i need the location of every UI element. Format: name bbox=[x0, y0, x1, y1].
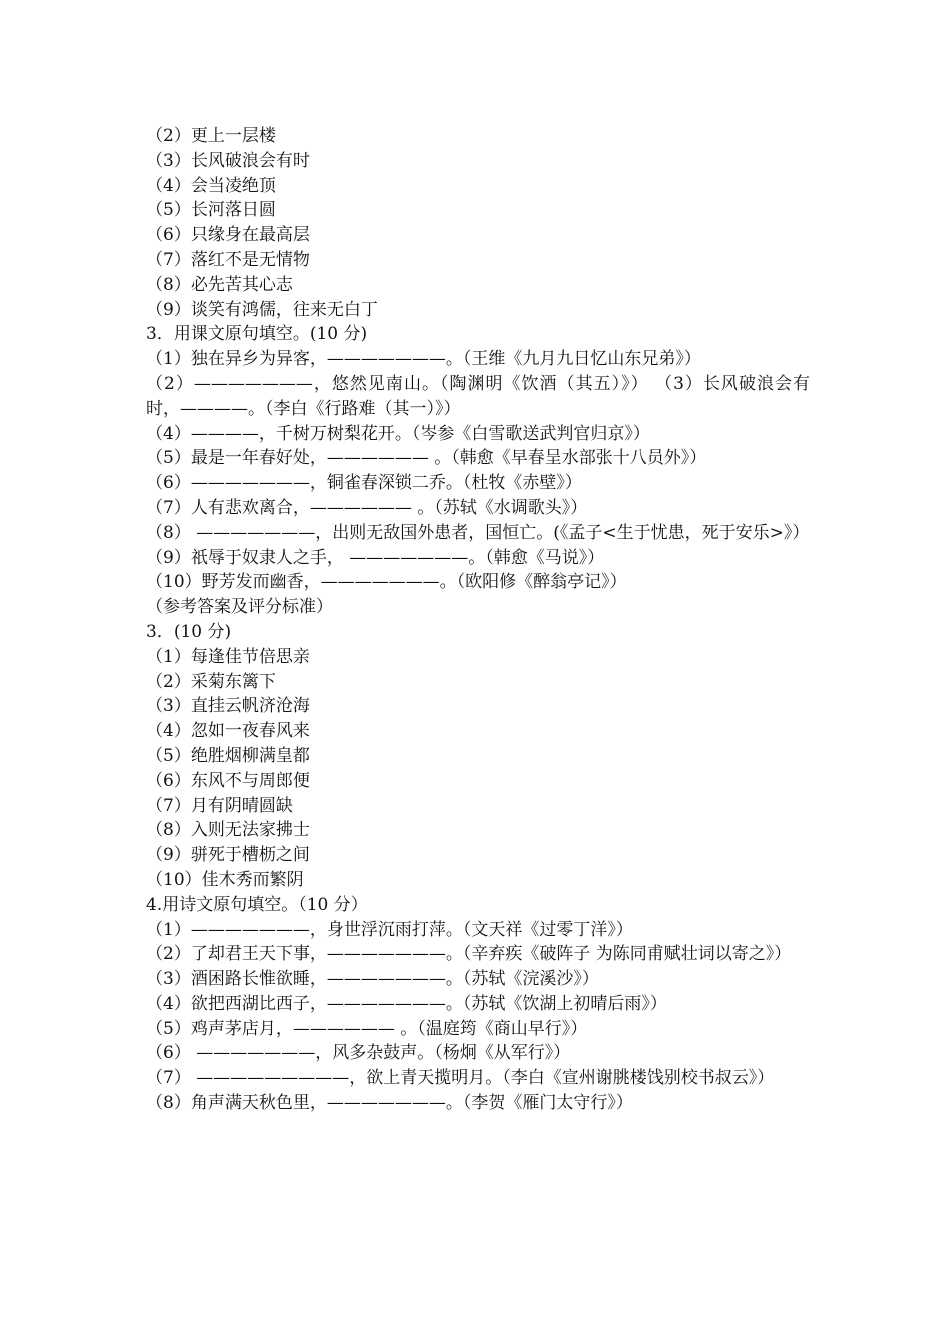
question-line: （5）最是一年春好处，—————— 。（韩愈《早春呈水部张十八员外》） bbox=[146, 448, 707, 469]
document-page bbox=[146, 124, 810, 1116]
section-heading: 3．用课文原句填空。(10 分) bbox=[146, 324, 368, 345]
answer-line: （6）东风不与周郎便 bbox=[146, 770, 310, 791]
answer-line: （7）月有阴晴圆缺 bbox=[146, 795, 293, 816]
question-line: （7）人有悲欢离合，—————— 。（苏轼《水调歌头》） bbox=[146, 497, 588, 518]
question-line: （6）———————，铜雀春深锁二乔。（杜牧《赤壁》） bbox=[146, 473, 582, 494]
section-heading: 3．(10 分) bbox=[146, 621, 232, 642]
question-line: （7） —————————，欲上青天揽明月。（李白《宣州谢朓楼饯别校书叔云》） bbox=[146, 1068, 775, 1089]
answer-line: （10）佳木秀而繁阴 bbox=[146, 869, 304, 890]
question-line: （2）了却君王天下事，———————。（辛弃疾《破阵子 为陈同甫赋壮词以寄之》） bbox=[146, 944, 792, 965]
section-heading: 4.用诗文原句填空。（10 分） bbox=[146, 894, 368, 915]
answer-line: （1）每逢佳节倍思亲 bbox=[146, 646, 310, 667]
answer-line: （5）绝胜烟柳满皇都 bbox=[146, 745, 310, 766]
answer-line: （5）长河落日圆 bbox=[146, 200, 276, 221]
answer-line: （7）落红不是无情物 bbox=[146, 249, 310, 270]
question-line: （2）———————，悠然见南山。（陶渊明《饮酒（其五）》） （3）长风破浪会有时，————。（李白《行路难（其一）》） bbox=[146, 373, 810, 419]
question-line: （1）———————，身世浮沉雨打萍。（文天祥《过零丁洋》） bbox=[146, 919, 633, 940]
question-line: （1）独在异乡为异客，———————。（王维《九月九日忆山东兄弟》） bbox=[146, 349, 701, 370]
question-line: （8）角声满天秋色里，———————。（李贺《雁门太守行》） bbox=[146, 1093, 633, 1114]
answer-line: （4）忽如一夜春风来 bbox=[146, 721, 310, 742]
answer-line: （8）入则无法家拂士 bbox=[146, 820, 310, 841]
answer-line: （2）更上一层楼 bbox=[146, 126, 276, 146]
answer-line: （9）骈死于槽枥之间 bbox=[146, 845, 310, 866]
question-line: （10）野芳发而幽香，———————。（欧阳修《醉翁亭记》） bbox=[146, 572, 627, 593]
answer-line: （3）直挂云帆济沧海 bbox=[146, 696, 310, 717]
answer-line: （2）采菊东篱下 bbox=[146, 671, 276, 692]
answer-line: （3）长风破浪会有时 bbox=[146, 150, 310, 171]
question-line: （8） ———————，出则无敌国外患者，国恒亡。(《孟子<生于忧患，死于安乐>》） bbox=[146, 522, 810, 543]
question-line: （9）祇辱于奴隶人之手， ———————。（韩愈《马说》） bbox=[146, 547, 605, 568]
question-line: （4）欲把西湖比西子，———————。（苏轼《饮湖上初晴后雨》） bbox=[146, 993, 667, 1014]
answer-line: （6）只缘身在最高层 bbox=[146, 225, 310, 246]
answer-key-heading: （参考答案及评分标准） bbox=[146, 597, 333, 618]
question-line: （3）酒困路长惟欲睡，———————。（苏轼《浣溪沙》） bbox=[146, 969, 599, 990]
answer-line: （8）必先苦其心志 bbox=[146, 274, 293, 295]
question-line: （4）————，千树万树梨花开。（岑参《白雪歌送武判官归京》） bbox=[146, 423, 650, 444]
answer-line: （9）谈笑有鸿儒，往来无白丁 bbox=[146, 299, 378, 320]
answer-line: （4）会当凌绝顶 bbox=[146, 175, 276, 196]
question-line: （6） ———————，风多杂鼓声。（杨炯《从军行》） bbox=[146, 1043, 571, 1064]
question-line: （5）鸡声茅店月，—————— 。（温庭筠《商山早行》） bbox=[146, 1018, 588, 1039]
